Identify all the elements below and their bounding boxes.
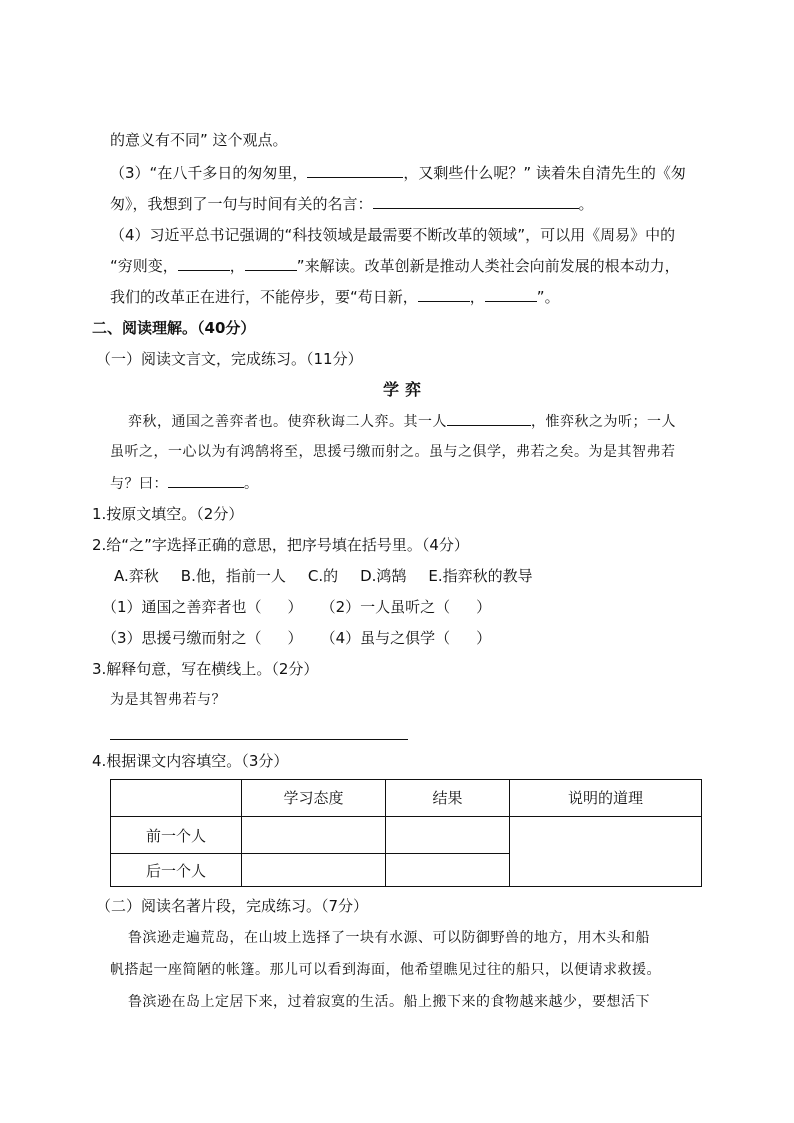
q3-line1: 的意义有不同” 这个观点。 <box>110 131 288 149</box>
part1-heading: （一）阅读文言文，完成练习。（11分） <box>96 350 363 368</box>
fill-blank[interactable] <box>178 256 230 271</box>
question-4: 4.根据课文内容填空。（3分） <box>92 752 289 770</box>
q3-item4-text-c: 我们的改革正在进行，不能停步，要“苟日新， <box>110 288 418 306</box>
passage-title: 学弈 <box>383 380 428 399</box>
table-header-cell <box>111 780 242 817</box>
passage-text-c: 与？曰： <box>110 476 168 492</box>
option-d: D.鸿鹄 <box>360 567 407 585</box>
answer-table <box>110 779 702 887</box>
q3-item4-text-b: “穷则变， <box>110 257 178 275</box>
table-cell[interactable] <box>386 817 510 854</box>
paren-close: ） <box>476 629 492 647</box>
table-cell[interactable] <box>510 817 702 887</box>
section2-heading: 二、阅读理解。（40分） <box>92 319 256 337</box>
q3-item3-line2: 匆》，我想到了一句与时间有关的名言： 。 <box>110 195 594 213</box>
q2-item1: （1）通国之善弈者也（ <box>102 598 262 616</box>
fill-blank[interactable] <box>245 256 297 271</box>
q3-item4-text-b3: ”来解读。改革创新是推动人类社会向前发展的根本动力， <box>296 257 680 275</box>
table-row <box>111 817 702 854</box>
answer-line[interactable] <box>110 739 408 740</box>
table-row-label: 后一个人 <box>111 854 242 887</box>
option-b: B.他，指前一人 <box>180 567 286 585</box>
paren-close: ） <box>287 598 303 616</box>
passage-line3 <box>110 473 259 494</box>
fill-blank[interactable] <box>373 194 579 209</box>
passage2-line3: 鲁滨逊在岛上定居下来，过着寂寞的生活。船上搬下来的食物越来越少，要想活下 <box>128 994 650 1010</box>
option-e: E.指弈秋的教导 <box>428 567 533 585</box>
options-row <box>114 566 533 586</box>
passage-text-a: 弈秋，通国之善弈者也。使弈秋诲二人弈。其一人 <box>128 414 447 430</box>
table-header-cell: 结果 <box>386 780 510 817</box>
table-cell[interactable] <box>242 854 386 887</box>
table-row-label: 前一个人 <box>111 817 242 854</box>
q2-item3: （3）思援弓缴而射之（ <box>102 629 262 647</box>
passage-text-b: ，惟弈秋之为听；一人 <box>531 414 676 430</box>
q3-item4-text-c3: ”。 <box>536 288 560 306</box>
table-cell[interactable] <box>242 817 386 854</box>
question-1: 1.按原文填空。（2分） <box>92 505 244 523</box>
fill-blank[interactable] <box>307 163 403 178</box>
period: 。 <box>244 476 259 492</box>
q3-item3-text-b: ，又剩些什么呢？” 读着朱自清先生的《匆 <box>403 164 686 182</box>
paren-close: ） <box>476 598 492 616</box>
option-c: C.的 <box>307 567 339 585</box>
q3-item4-line3 <box>110 287 560 307</box>
q2-item4: （4）虽与之俱学（ <box>320 629 451 647</box>
part2-heading: （二）阅读名著片段，完成练习。（7分） <box>96 897 369 915</box>
fill-blank[interactable] <box>485 287 537 302</box>
q2-row1 <box>102 597 491 617</box>
q3-sentence: 为是其智弗若与？ <box>110 692 226 708</box>
comma: ， <box>469 288 485 306</box>
passage-line2: 虽听之，一心以为有鸿鹄将至，思援弓缴而射之。虽与之俱学，弗若之矣。为是其智弗若 <box>110 444 676 460</box>
passage2-line1: 鲁滨逊走遍荒岛，在山坡上选择了一块有水源、可以防御野兽的地方，用木头和船 <box>128 930 650 946</box>
q2-item2: （2）一人虽听之（ <box>320 598 451 616</box>
q3-item4-line2 <box>110 256 680 276</box>
q3-item3-line1 <box>110 163 686 183</box>
q3-item3-text-a: （3）“在八千多日的匆匆里， <box>110 164 308 182</box>
question-3: 3.解释句意，写在横线上。（2分） <box>92 660 319 678</box>
comma: ， <box>229 257 245 275</box>
question-2: 2.给“之”字选择正确的意思，把序号填在括号里。（4分） <box>92 536 469 554</box>
fill-blank[interactable] <box>168 473 244 488</box>
passage-line1 <box>128 411 676 432</box>
table-header-cell: 说明的道理 <box>510 780 702 817</box>
q3-item3-text-c: 匆》，我想到了一句与时间有关的名言： <box>110 195 373 213</box>
fill-blank[interactable] <box>418 287 470 302</box>
fill-blank[interactable] <box>447 411 531 426</box>
table-cell[interactable] <box>386 854 510 887</box>
q2-row2 <box>102 628 491 648</box>
paren-close: ） <box>287 629 303 647</box>
q3-item4-line1: （4）习近平总书记强调的“科技领域是最需要不断改革的领域”，可以用《周易》中的 <box>110 226 676 244</box>
table-header-row <box>111 780 702 817</box>
table-header-cell: 学习态度 <box>242 780 386 817</box>
option-a: A.弈秋 <box>114 567 159 585</box>
passage2-line2: 帆搭起一座简陋的帐篷。那儿可以看到海面，他希望瞧见过往的船只，以便请求救援。 <box>110 962 661 978</box>
